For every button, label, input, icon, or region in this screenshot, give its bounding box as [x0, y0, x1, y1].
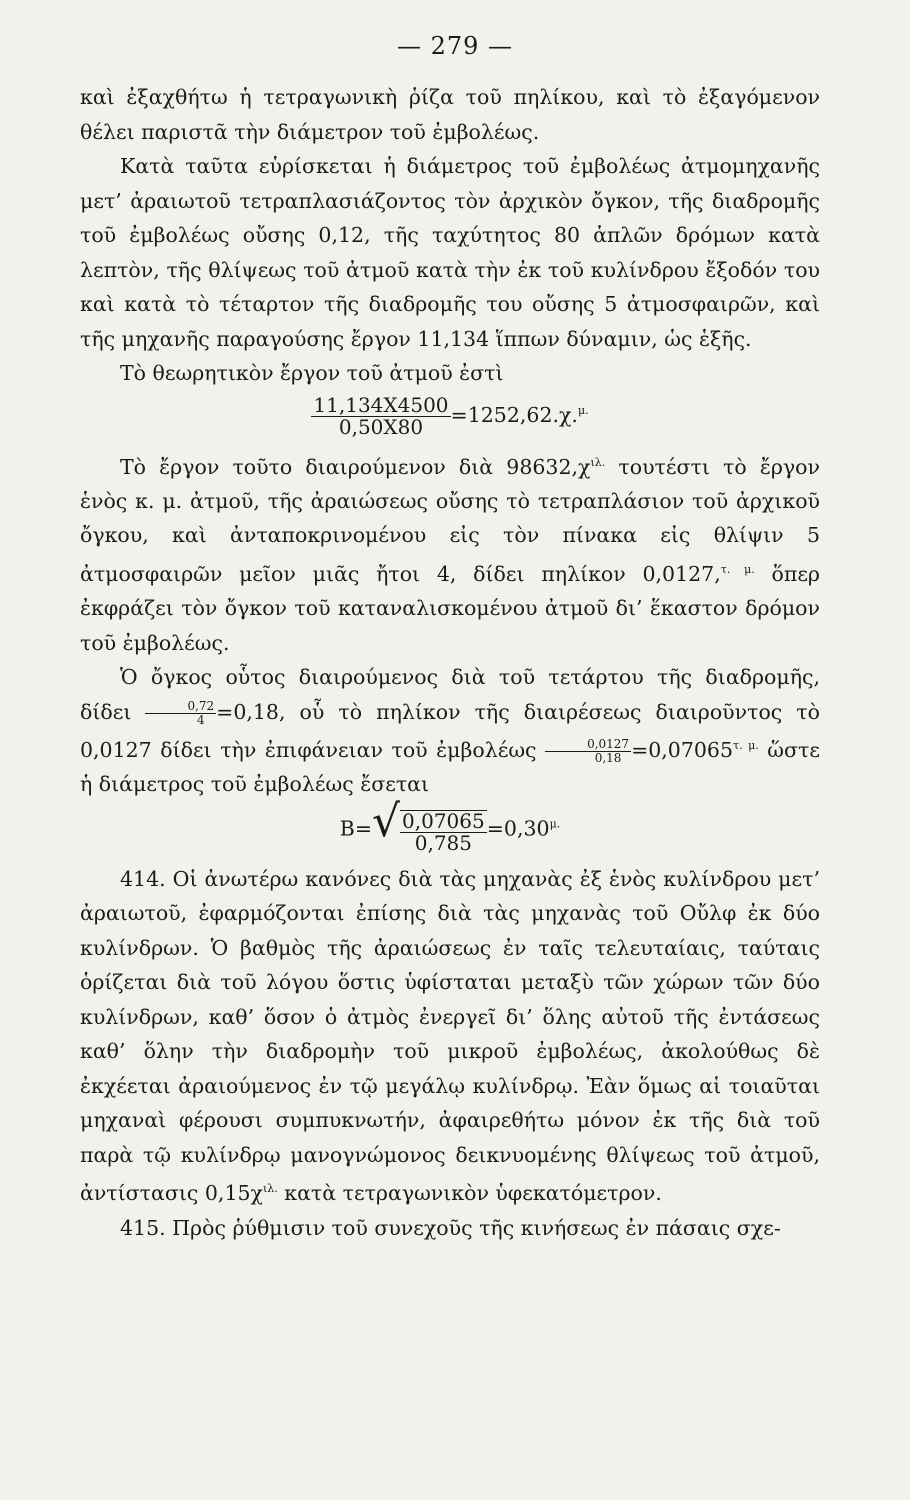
- unit-superscript: τ. μ.: [720, 562, 755, 576]
- text-run: τουτέστι τὸ ἔργον ἑνὸς κ. μ. ἀτμοῦ, τῆς ἀραιώσεως οὔσης τὸ τετραπλάσιον τοῦ ἀρχικοῦ ὄγκου, καὶ ἀνταποκρινομένου εἰς τὸν πίνακα εἰς θλίψιν 5 ἀτμοσφαιρῶν μεῖον μιᾶς ἤτοι 4, δίδει πηλίκον 0,0127,: [80, 454, 820, 586]
- equation-work-result: =1252,62.χ.: [450, 402, 578, 427]
- equation-diameter-numerator: 0,07065: [402, 808, 485, 833]
- equation-work-denominator: 0,50X80: [338, 414, 424, 439]
- text-run: Οἱ ἀνωτέρω κανόνες διὰ τὰς μηχανὰς ἐξ ἑνὸς κυλίνδρου μετ’ ἀραιωτοῦ, ἐφαρμόζονται ἐπίσης διὰ τὰς μηχανὰς τοῦ Οὔλφ ἐκ δύο κυλίνδρων. Ὁ βαθμὸς τῆς ἀραιώσεως ἐν ταῖς τελευταίαις, ταύταις ὁρίζεται διὰ τοῦ λόγου ὅστις ὑφίσταται μεταξὺ τῶν χώρων τῶν δύο κυλίνδρων, καθ’ ὅσον ὁ ἀτμὸς ἐνεργεῖ δι’ ὅλης αὐτοῦ τῆς ἐντάσεως καθ’ ὅλην τὴν διαδρομὴν τοῦ μικροῦ ἐμβολέως, ἀκολούθως δὲ ἐκχέεται ἀραιούμενος ἐν τῷ μεγάλῳ κυλίνδρῳ. Ἐὰν ὅμως αἱ τοιαῦται μηχαναὶ φέρουσι συμπυκνωτήν, ἀφαιρεθήτω μόνον ἐκ τῆς διὰ τοῦ παρὰ τῷ κυλίνδρῳ μανογνώμονος δεικνυομένης θλίψεως τοῦ ἀτμοῦ, ἀντίστασις 0,15χ: [80, 866, 820, 1206]
- equation-diameter-result: =0,30: [486, 816, 550, 841]
- equation-diameter-denominator: 0,785: [414, 830, 472, 855]
- paragraph-theoretical-work: Τὸ θεωρητικὸν ἔργον τοῦ ἀτμοῦ ἐστὶ: [120, 361, 504, 385]
- fraction-denominator: 0,18: [594, 750, 622, 765]
- equation-work-unit: μ.: [577, 403, 589, 417]
- root-sign-icon: √: [372, 795, 401, 847]
- text-run: ὥστε ἡ διάμετρος τοῦ ἐμβολέως ἔσεται: [80, 737, 820, 797]
- paragraph-number: 414.: [120, 866, 166, 891]
- equation-diameter-fraction: [400, 810, 487, 854]
- text-run: Ὁ ὄγκος οὗτος διαιρούμενος διὰ τοῦ τετάρτου τῆς διαδρομῆς, δίδει: [80, 665, 820, 724]
- equation-work-numerator: 11,134X4500: [313, 392, 449, 417]
- inline-fraction-quarter-stroke: [145, 700, 216, 726]
- square-root: [372, 795, 487, 855]
- unit-superscript: τ. μ.: [733, 739, 759, 753]
- paragraph-piston-diameter: Κατὰ ταῦτα εὑρίσκεται ἡ διάμετρος τοῦ ἐμβολέως ἀτμομηχανῆς μετ’ ἀραιωτοῦ τετραπλασιάζοντος τὸν ἀρχικὸν ὄγκον, τῆς διαδρομῆς τοῦ ἐμβολέως οὔσης 0,12, τῆς ταχύτητος 80 ἁπλῶν δρόμων κατὰ λεπτὸν, τῆς θλίψεως τοῦ ἀτμοῦ κατὰ τὴν ἐκ τοῦ κυλίνδρου ἔξοδόν του καὶ κατὰ τὸ τέταρτον τῆς διαδρομῆς του οὔσης 5 ἀτμοσφαιρῶν, καὶ τῆς μηχανῆς παραγούσης ἔργον 11,134 ἵππων δύναμιν, ὡς ἑξῆς.: [80, 154, 820, 351]
- equation-diameter-lhs: B=: [339, 816, 373, 841]
- text-run: κατὰ τετραγωνικὸν ὑφεκατόμετρον.: [277, 1181, 662, 1206]
- paragraph-piston-area: [80, 660, 820, 802]
- text-run: Πρὸς ῥύθμισιν τοῦ συνεχοῦς τῆς κινήσεως ἐν πάσαις σχε-: [165, 1215, 781, 1240]
- paragraph-414: [80, 862, 820, 1211]
- paragraph-continuation: καὶ ἐξαχθήτω ἡ τετραγωνικὴ ῥίζα τοῦ πηλίκου, καὶ τὸ ἐξαγόμενον θέλει παριστᾶ τὴν διάμετρον τοῦ ἐμβολέως.: [80, 85, 820, 144]
- equation-diameter-unit: μ.: [549, 817, 561, 831]
- fraction-numerator: 0,0127: [545, 738, 631, 752]
- equation-work-fraction: [311, 392, 450, 439]
- equation-work: [80, 392, 820, 439]
- equation-diameter: [80, 795, 820, 855]
- paragraph-steam-volume: [80, 446, 820, 661]
- unit-superscript: ιλ.: [262, 1182, 278, 1196]
- fraction-denominator: 4: [196, 712, 205, 727]
- text-run: =0,07065: [631, 737, 734, 762]
- unit-superscript: ιλ.: [590, 455, 606, 469]
- text-run: Τὸ ἔργον τοῦτο διαιρούμενον διὰ 98632,χ: [120, 454, 591, 479]
- page-number: — 279 —: [396, 32, 514, 60]
- text-run: ὅπερ ἐκφράζει τὸν ὄγκον τοῦ καταναλισκομένου ἀτμοῦ δι’ ἕκαστον δρόμον τοῦ ἐμβολέως.: [80, 561, 820, 655]
- page-body: [80, 80, 820, 1245]
- text-run: =0,18, οὗ τὸ πηλίκον τῆς διαιρέσεως διαιροῦντος τὸ 0,0127 δίδει τὴν ἐπιφάνειαν τοῦ ἐμβολέως: [80, 699, 820, 762]
- paragraph-number: 415.: [120, 1215, 166, 1240]
- paragraph-415: [80, 1211, 820, 1246]
- inline-fraction-area: [545, 738, 631, 764]
- fraction-numerator: 0,72: [145, 700, 216, 714]
